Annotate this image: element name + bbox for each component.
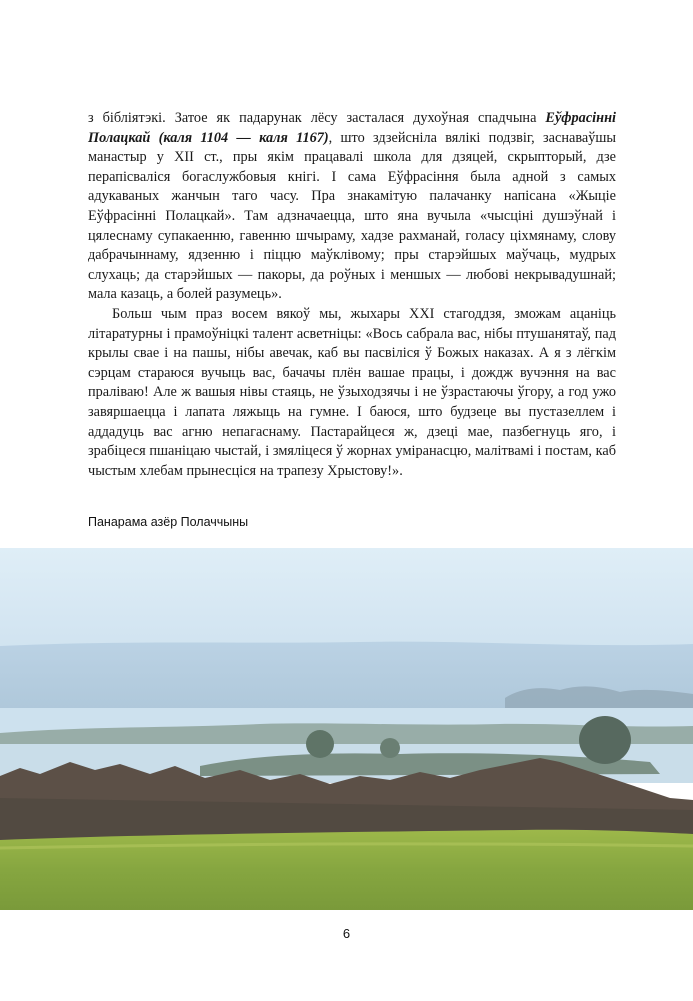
euphrosyne-name: Еўфрасінні Полацкай (каля 1104 — каля 1167) [88,110,616,146]
paragraph-2: Больш чым праз восем вякоў мы, жыхары XXI стагоддзя, зможам ацаніць літаратурны і прамоўніцкі талент асветніцы: «Вось сабрала вас, нібы птушанятаў, пад крылы свае і на пашы, нібы авечак, каб вы пасвіліся ў Божых наказах. А я з лёгкім сэрцам стараюся вучыць вас, бачачы плён вашае працы, і дождж вучэння на вас праліваю! Але ж вашыя нівы стаяць, не ўзыходзячы і не ўзрастаючы ўгору, а год ужо завяршаецца і лапата ляжыць на гумне. І баюся, што будзеце вы пустазеллем і аддадуць вас агню непагаснаму. Пастарайцеся ж, дзеці мае, пазбегнуць яго, і зрабіцеся пшаніцаю чыстай, і змяліцеся ў жорнах уміранасцю, малітвамі і постам, каб чыстым хлебам прынесціся на трапезу Хрыстову!». [88,305,616,479]
paragraph-1-intro: з бібліятэкі. Затое як падарунак лёсу засталася духоўная спадчына [88,110,546,126]
paragraph-1-body: , што здзейсніла вялікі подзвіг, заснаваўшы манастыр у XII ст., пры якім працавалі школа для дзяцей, скрыпторый, дзе перапісваліся богаслужбовыя кнігі. І сама Еўфрасіння была адной з самых адукаваных жанчын таго часу. Пра знакамітую палачанку напісана «Жыціе Еўфрасінні Полацкай». Там адзначаецца, што яна вучыла «чысціні душэўнай і цялеснаму супакаенню, гавенню шчыраму, хадзе рахманай, голасу ціхмянаму, слову дабрачыннаму, ядзенню і піццю маўклівому; пры старэйшых маўчаць, мудрых слухаць; да старэйшых — пакоры, да роўных і меншых — любові некрывадушнай; мала казаць, а болей разумець». [88,129,617,303]
page-number: 6 [342,926,351,941]
lake-panorama-photo [0,548,693,910]
main-text [88,109,616,481]
photo-caption: Панарама азёр Полаччыны [88,515,249,529]
paragraph-1 [88,109,616,305]
